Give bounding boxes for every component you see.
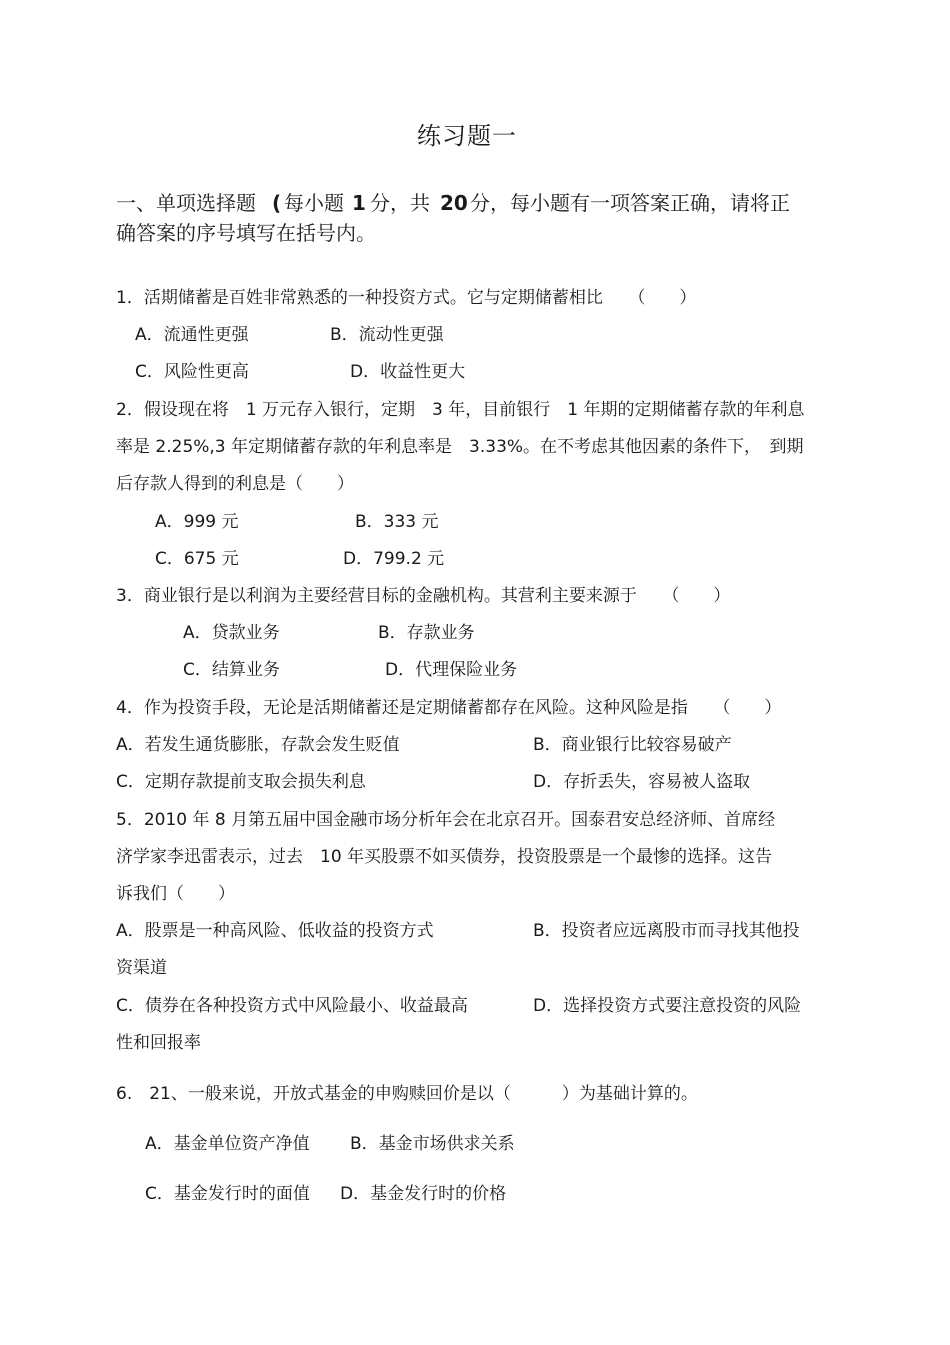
question-stem: 4．作为投资手段，无论是活期储蓄还是定期储蓄都存在风险。这种风险是指 （ ） — [116, 698, 782, 718]
option-d: D．基金发行时的价格 — [340, 1184, 507, 1204]
question-stem: 2．假设现在将 1 万元存入银行，定期 3 年，目前银行 1 年期的定期储蓄存款的年利息 — [116, 400, 805, 420]
section-heading-part: 20 — [440, 191, 468, 215]
option-b: B．存款业务 — [378, 623, 475, 643]
section-heading-part: ( — [272, 191, 282, 215]
option-a: A．999 元 — [155, 512, 239, 532]
option-c: C．风险性更高 — [135, 362, 249, 382]
option-d: D．799.2 元 — [343, 549, 445, 569]
option-b: B．投资者应远离股市而寻找其他投 — [533, 921, 800, 941]
question-stem: 6. 21、一般来说，开放式基金的申购赎回价是以（ ）为基础计算的。 — [116, 1084, 698, 1104]
option-d: D．存折丢失，容易被人盗取 — [533, 772, 751, 792]
question-stem: 后存款人得到的利息是（ ） — [116, 474, 354, 494]
option-a: A．股票是一种高风险、低收益的投资方式 — [116, 921, 434, 941]
option-b: B．流动性更强 — [330, 325, 444, 345]
question-stem: 济学家李迅雷表示，过去 10 年买股票不如买债券，投资股票是一个最惨的选择。这告 — [116, 847, 773, 867]
section-heading-line2: 确答案的序号填写在括号内。 — [116, 221, 376, 245]
section-heading-part: 一、单项选择题 — [116, 191, 256, 215]
option-b: B．商业银行比较容易破产 — [533, 735, 732, 755]
section-heading-part: 每小题 — [284, 191, 344, 215]
section-heading-part: 分，每小题有一项答案正确，请将正 — [470, 191, 790, 215]
option-d: D．选择投资方式要注意投资的风险 — [533, 996, 802, 1016]
option-b-continued: 资渠道 — [116, 958, 167, 978]
option-a: A．基金单位资产净值 — [145, 1134, 310, 1154]
option-a: A．贷款业务 — [183, 623, 280, 643]
option-b: B．333 元 — [355, 512, 439, 532]
option-a: A．流通性更强 — [135, 325, 249, 345]
option-a: A．若发生通货膨胀，存款会发生贬值 — [116, 735, 400, 755]
question-stem: 率是 2.25%,3 年定期储蓄存款的年利息率是 3.33%。在不考虑其他因素的条件下， 到期 — [116, 437, 804, 457]
option-c: C．定期存款提前支取会损失利息 — [116, 772, 366, 792]
option-d: D．收益性更大 — [350, 362, 466, 382]
option-c: C．675 元 — [155, 549, 239, 569]
option-d-continued: 性和回报率 — [116, 1033, 201, 1053]
option-c: C．债券在各种投资方式中风险最小、收益最高 — [116, 996, 468, 1016]
section-heading-part: 分，共 — [370, 191, 430, 215]
question-stem: 5．2010 年 8 月第五届中国金融市场分析年会在北京召开。国泰君安总经济师、首席经 — [116, 810, 776, 830]
question-stem: 1．活期储蓄是百姓非常熟悉的一种投资方式。它与定期储蓄相比 （ ） — [116, 288, 697, 308]
question-stem: 诉我们（ ） — [116, 884, 235, 904]
option-c: C．结算业务 — [183, 660, 280, 680]
question-stem: 3．商业银行是以利润为主要经营目标的金融机构。其营利主要来源于 （ ） — [116, 586, 731, 606]
page-title: 练习题一 — [417, 122, 517, 150]
option-b: B．基金市场供求关系 — [350, 1134, 515, 1154]
option-c: C．基金发行时的面值 — [145, 1184, 310, 1204]
section-heading-part: 1 — [352, 191, 366, 215]
option-d: D．代理保险业务 — [385, 660, 518, 680]
